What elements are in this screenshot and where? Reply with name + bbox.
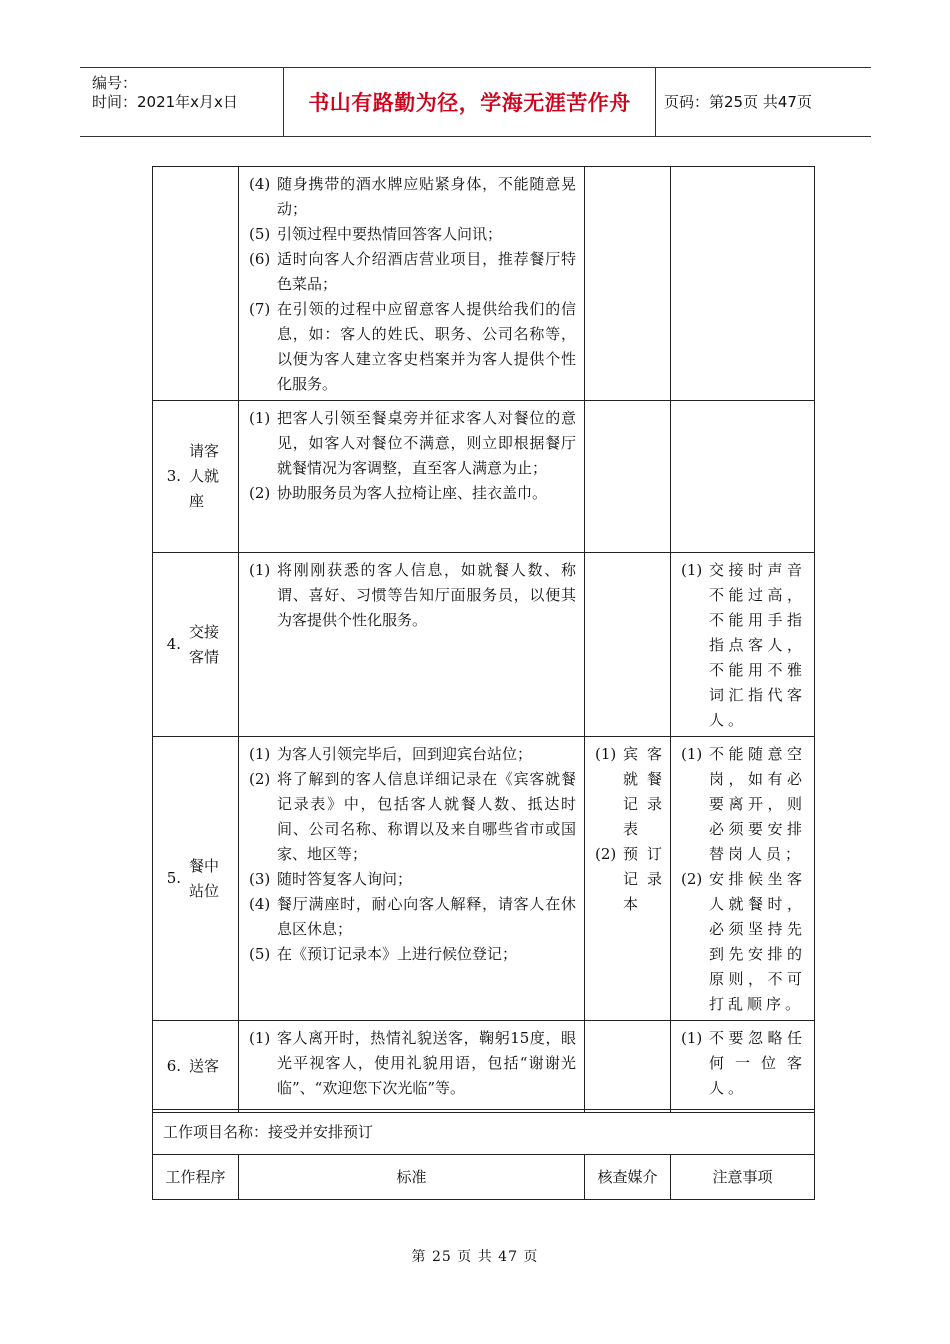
item-marker: (2) xyxy=(249,484,271,502)
media-cell xyxy=(585,401,671,553)
media-item xyxy=(595,742,662,842)
step-name: 餐中站位 xyxy=(189,856,220,900)
media-item xyxy=(595,842,662,917)
notes-cell xyxy=(671,167,815,401)
item-text: 预订记录本 xyxy=(623,845,662,913)
item-marker: (1) xyxy=(249,745,271,763)
header-standard: 标准 xyxy=(239,1155,585,1200)
media-cell xyxy=(585,1021,671,1113)
project-name: 工作项目名称：接受并安排预订 xyxy=(163,1122,374,1141)
table-row xyxy=(153,1021,815,1113)
note-item xyxy=(681,1026,806,1101)
item-marker: (2) xyxy=(595,845,617,863)
item-marker: (4) xyxy=(249,175,271,193)
notes-cell xyxy=(671,553,815,737)
standard-item xyxy=(249,297,576,397)
media-cell xyxy=(585,553,671,737)
item-marker: (3) xyxy=(249,870,271,888)
item-text: 宾客就餐记录表 xyxy=(623,745,662,838)
step-name: 请客人就座 xyxy=(189,442,220,510)
item-marker: (5) xyxy=(249,225,271,243)
document-number-label: 编号： xyxy=(92,74,138,92)
standard-item xyxy=(249,247,576,297)
item-marker: (6) xyxy=(249,250,271,268)
table-row xyxy=(153,737,815,1021)
page-header xyxy=(80,67,871,137)
item-marker: (5) xyxy=(249,945,271,963)
item-text: 为客人引领完毕后，回到迎宾台站位； xyxy=(277,745,533,763)
header-procedure: 工作程序 xyxy=(153,1155,239,1200)
header-page-label: 页码：第25页 共47页 xyxy=(664,93,812,111)
item-marker: (2) xyxy=(249,770,271,788)
step-number: 6. xyxy=(166,1057,181,1075)
item-marker: (1) xyxy=(595,745,617,763)
note-item xyxy=(681,558,806,733)
note-item xyxy=(681,742,806,867)
standard-item xyxy=(249,406,576,481)
procedure-step-cell xyxy=(153,737,239,1021)
item-text: 引领过程中要热情回答客人问讯； xyxy=(277,225,503,243)
header-motto: 书山有路勤为径，学海无涯苦作舟 xyxy=(308,91,631,115)
item-text: 交接时声音不能过高，不能用手指指点客人，不能用不雅词汇指代客人。 xyxy=(709,561,806,729)
media-cell xyxy=(585,737,671,1021)
item-text: 不要忽略任何一位客人。 xyxy=(709,1029,806,1097)
header-media: 核查媒介 xyxy=(585,1155,671,1200)
page-footer: 第 25 页 共 47 页 xyxy=(411,1249,539,1265)
procedure-table xyxy=(152,166,815,1113)
item-text: 协助服务员为客人拉椅让座、挂衣盖巾。 xyxy=(277,484,548,502)
notes-cell xyxy=(671,1021,815,1113)
item-text: 将刚刚获悉的客人信息，如就餐人数、称谓、喜好、习惯等告知厅面服务员，以便其为客提供个性化服务。 xyxy=(277,561,576,629)
item-marker: (1) xyxy=(681,561,703,579)
item-text: 在《预订记录本》上进行候位登记； xyxy=(277,945,518,963)
item-marker: (1) xyxy=(249,561,271,579)
procedure-step-cell xyxy=(153,167,239,401)
item-marker: (1) xyxy=(681,745,703,763)
header-meta xyxy=(80,68,283,136)
standard-cell xyxy=(239,553,585,737)
note-item xyxy=(681,867,806,1017)
item-text: 随身携带的酒水牌应贴紧身体，不能随意晃动； xyxy=(277,175,576,218)
step-name: 交接客情 xyxy=(189,622,220,666)
table-row xyxy=(153,401,815,553)
booking-table xyxy=(152,1109,815,1200)
standard-item xyxy=(249,742,576,767)
standard-item xyxy=(249,172,576,222)
standard-cell xyxy=(239,1021,585,1113)
standard-item xyxy=(249,767,576,867)
step-number: 3. xyxy=(166,467,181,485)
standard-item xyxy=(249,222,576,247)
standard-item xyxy=(249,558,576,633)
step-number: 5. xyxy=(166,869,181,887)
notes-cell xyxy=(671,401,815,553)
standard-item xyxy=(249,481,576,506)
step-number: 4. xyxy=(166,635,181,653)
standard-cell xyxy=(239,167,585,401)
item-text: 把客人引领至餐桌旁并征求客人对餐位的意见，如客人对餐位不满意，则立即根据餐厅就餐情况为客调整，直至客人满意为止； xyxy=(277,409,576,477)
procedure-step-cell xyxy=(153,401,239,553)
standard-cell xyxy=(239,737,585,1021)
step-name: 送客 xyxy=(189,1057,220,1075)
item-text: 适时向客人介绍酒店营业项目，推荐餐厅特色菜品； xyxy=(277,250,576,293)
item-marker: (4) xyxy=(249,895,271,913)
standard-item xyxy=(249,867,576,892)
item-marker: (1) xyxy=(249,1029,271,1047)
item-marker: (1) xyxy=(681,1029,703,1047)
standard-cell xyxy=(239,401,585,553)
project-name-cell xyxy=(153,1110,815,1155)
standard-item xyxy=(249,942,576,967)
procedure-step-cell xyxy=(153,1021,239,1113)
procedure-step-cell xyxy=(153,553,239,737)
header-motto-cell xyxy=(283,68,656,136)
header-notes: 注意事项 xyxy=(671,1155,815,1200)
item-marker: (2) xyxy=(681,870,703,888)
item-text: 在引领的过程中应留意客人提供给我们的信息，如：客人的姓氏、职务、公司名称等，以便为客人建立客史档案并为客人提供个性化服务。 xyxy=(277,300,576,393)
item-text: 餐厅满座时，耐心向客人解释，请客人在休息区休息； xyxy=(277,895,576,938)
standard-item xyxy=(249,1026,576,1101)
standard-item xyxy=(249,892,576,942)
item-text: 安排候坐客人就餐时，必须坚持先到先安排的原则，不可打乱顺序。 xyxy=(709,870,806,1013)
notes-cell xyxy=(671,737,815,1021)
item-text: 将了解到的客人信息详细记录在《宾客就餐记录表》中，包括客人就餐人数、抵达时间、公司名称、称谓以及来自哪些省市或国家、地区等； xyxy=(277,770,576,863)
media-cell xyxy=(585,167,671,401)
table-row xyxy=(153,167,815,401)
item-marker: (1) xyxy=(249,409,271,427)
item-text: 客人离开时，热情礼貌送客，鞠躬15度，眼光平视客人，使用礼貌用语，包括“谢谢光临”、“欢迎您下次光临”等。 xyxy=(277,1029,576,1097)
document-time-label: 时间：2021年x月x日 xyxy=(92,93,238,111)
item-text: 随时答复客人询问； xyxy=(277,870,413,888)
table-row xyxy=(153,553,815,737)
item-marker: (7) xyxy=(249,300,271,318)
table-header-row xyxy=(153,1155,815,1200)
header-page-cell xyxy=(656,68,871,136)
item-text: 不能随意空岗，如有必要离开，则必须要安排替岗人员； xyxy=(709,745,806,863)
procedure-table-body xyxy=(153,167,815,1113)
